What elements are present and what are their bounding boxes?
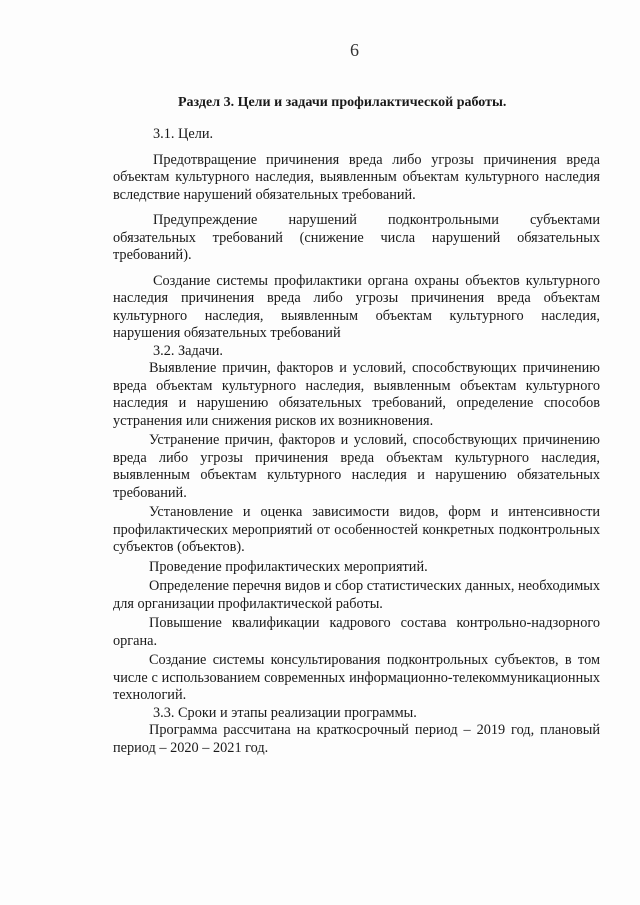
section-title: Раздел 3. Цели и задачи профилактической работы. xyxy=(178,95,507,110)
terms-paragraph: Программа рассчитана на краткосрочный период – 2019 год, плановый период – 2020 – 2021 год. xyxy=(113,722,600,756)
page-number: 6 xyxy=(350,40,359,60)
tasks-heading: 3.2. Задачи. xyxy=(153,342,223,359)
goal-paragraph-1: Предотвращение причинения вреда либо угрозы причинения вреда объектам культурного наследия, выявленным объектам культурного наследия вследствие нарушений обязательных требований. xyxy=(113,151,600,203)
terms-heading: 3.3. Сроки и этапы реализации программы. xyxy=(153,704,417,721)
task-paragraph-4: Проведение профилактических мероприятий. xyxy=(149,558,428,575)
goals-heading: 3.1. Цели. xyxy=(153,126,214,142)
task-paragraph-7: Создание системы консультирования подконтрольных субъектов, в том числе с использованием современных информационно-телекоммуникационных технологий. xyxy=(113,652,600,703)
document-body xyxy=(113,126,600,757)
goal-paragraph-3: Создание системы профилактики органа охраны объектов культурного наследия причинения вреда либо угрозы причинения вреда объектам культурного наследия, выявленным объектам культурного наследия, нарушения обязательных требований xyxy=(113,272,600,341)
task-paragraph-1: Выявление причин, факторов и условий, способствующих причинению вреда объектам культурного наследия, выявленным объектам культурного наследия и нарушению обязательных требований, определение способов устранения или снижения рисков их возникновения. xyxy=(113,360,600,429)
task-paragraph-6: Повышение квалификации кадрового состава контрольно-надзорного органа. xyxy=(113,615,600,649)
task-paragraph-5: Определение перечня видов и сбор статистических данных, необходимых для организации профилактической работы. xyxy=(113,578,600,612)
task-paragraph-3: Установление и оценка зависимости видов, форм и интенсивности профилактических мероприятий от особенностей конкретных подконтрольных субъектов (объектов). xyxy=(113,504,600,555)
task-paragraph-2: Устранение причин, факторов и условий, способствующих причинению вреда либо угрозы причинения вреда объектам культурного наследия, выявленным объектам культурного наследия и нарушению обязательных требований. xyxy=(113,432,600,501)
goal-paragraph-2: Предупреждение нарушений подконтрольными субъектами обязательных требований (снижение числа нарушений обязательных требований). xyxy=(113,212,600,263)
